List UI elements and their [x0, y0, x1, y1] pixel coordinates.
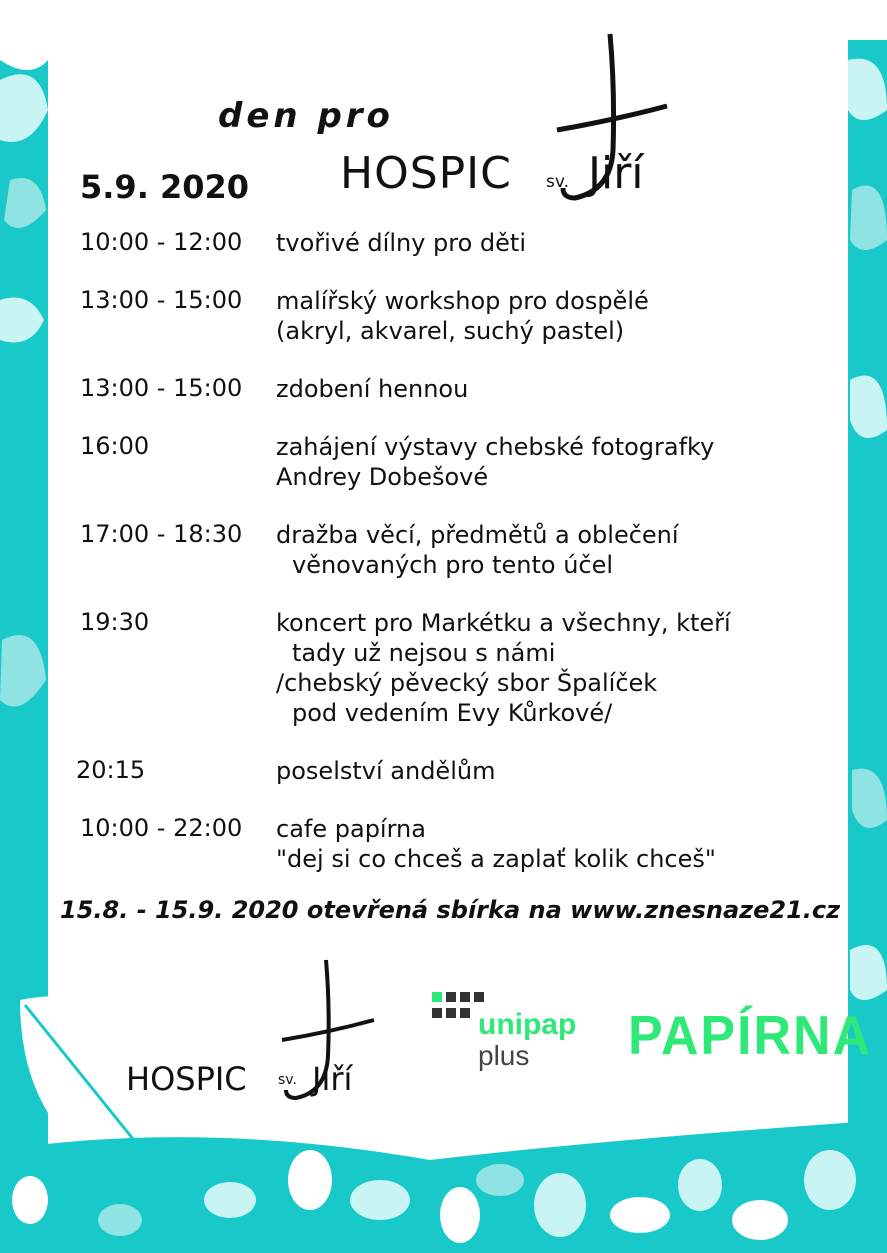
unipap-logo-text: unipap: [478, 1008, 577, 1041]
hospic-footer-sv: sv.: [278, 1072, 297, 1088]
program-desc: [276, 520, 679, 580]
program-desc-line: zahájení výstavy chebské fotografky: [276, 433, 715, 461]
program-time: 13:00 - 15:00: [80, 286, 243, 314]
hospic-logo-jiri: Jiří: [588, 148, 644, 199]
program-desc: [276, 756, 495, 786]
hospic-logo-text: HOSPIC: [340, 148, 512, 199]
program-time: 17:00 - 18:30: [80, 520, 243, 548]
program-time: 10:00 - 12:00: [80, 228, 243, 256]
program-desc-line: Andrey Dobešové: [276, 463, 489, 491]
event-date: 5.9. 2020: [80, 168, 250, 206]
program-desc-line: zdobení hennou: [276, 375, 469, 403]
program-time: 20:15: [76, 756, 146, 784]
poster-title: den pro: [218, 96, 394, 136]
program-desc: [276, 374, 468, 404]
program-desc-line: pod vedením Evy Kůrkové/: [292, 699, 613, 727]
program-desc-line: tvořivé dílny pro děti: [276, 229, 527, 257]
program-desc-line: koncert pro Markétku a všechny, kteří: [276, 609, 731, 637]
program-desc: [276, 608, 731, 728]
program-desc: [276, 432, 714, 492]
hospic-footer-text: HOSPIC: [126, 1060, 247, 1098]
hospic-footer-jiri: Jiří: [312, 1060, 353, 1098]
program-time: 19:30: [80, 608, 150, 636]
program-desc-line: dražba věcí, předmětů a oblečení: [276, 521, 679, 549]
program-desc-line: malířský workshop pro dospělé: [276, 287, 649, 315]
program-desc: [276, 228, 526, 258]
program-desc-line: (akryl, akvarel, suchý pastel): [276, 317, 625, 345]
program-desc-line: "dej si co chceš a zaplať kolik chceš": [276, 845, 716, 873]
program-desc: [276, 286, 649, 346]
unipap-squares-icon: [432, 992, 484, 1022]
program-desc-line: poselství andělům: [276, 757, 496, 785]
program-desc-line: věnovaných pro tento účel: [292, 551, 614, 579]
program-time: 10:00 - 22:00: [80, 814, 243, 842]
program-time: 16:00: [80, 432, 150, 460]
hospic-logo-sv: sv.: [546, 172, 570, 192]
papirna-logo: PAPÍRNA: [628, 1005, 873, 1067]
program-desc-line: tady už nejsou s námi: [292, 639, 556, 667]
program-desc-line: /chebský pěvecký sbor Špalíček: [276, 669, 658, 697]
program-desc: [276, 814, 716, 874]
fundraiser-note: 15.8. - 15.9. 2020 otevřená sbírka na www.znesnaze21.cz: [60, 896, 841, 924]
program-desc-line: cafe papírna: [276, 815, 426, 843]
program-time: 13:00 - 15:00: [80, 374, 243, 402]
unipap-plus-text: plus: [478, 1040, 530, 1071]
